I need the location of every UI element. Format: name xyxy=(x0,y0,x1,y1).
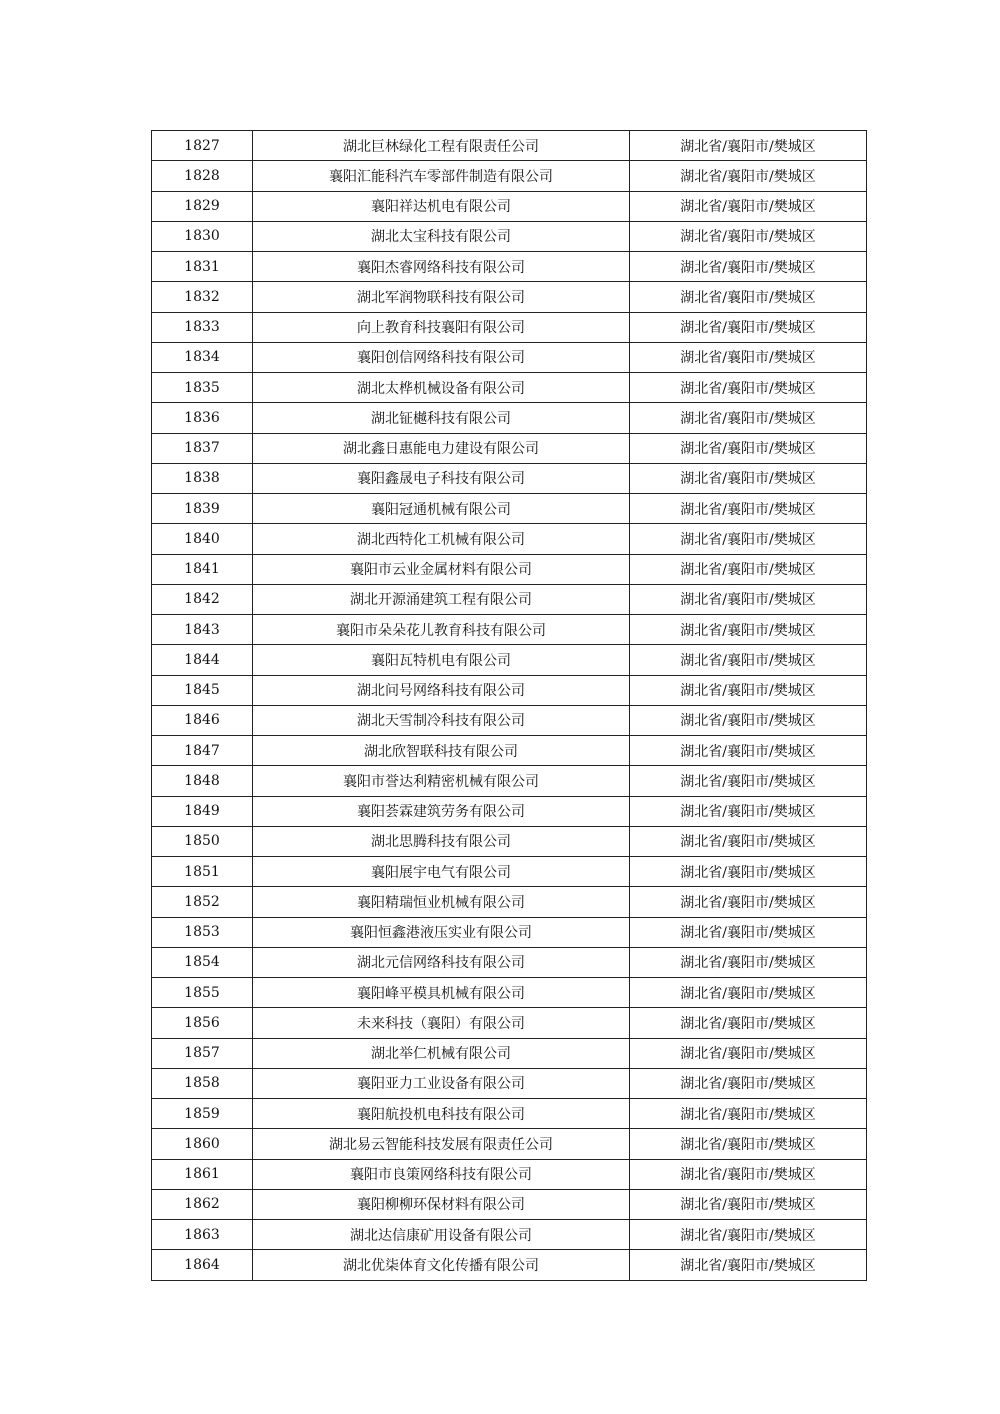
company-list-table xyxy=(151,130,867,1281)
table-row xyxy=(152,1159,867,1189)
company-name-cell: 湖北巨林绿化工程有限责任公司 xyxy=(253,131,630,161)
company-name-cell: 襄阳鑫晟电子科技有限公司 xyxy=(253,463,630,493)
company-name-cell: 向上教育科技襄阳有限公司 xyxy=(253,312,630,342)
serial-number-cell: 1850 xyxy=(152,826,253,856)
serial-number-cell: 1834 xyxy=(152,342,253,372)
company-name-cell: 襄阳荟霖建筑劳务有限公司 xyxy=(253,796,630,826)
region-cell: 湖北省/襄阳市/樊城区 xyxy=(630,1250,867,1280)
region-cell: 湖北省/襄阳市/樊城区 xyxy=(630,161,867,191)
serial-number-cell: 1838 xyxy=(152,463,253,493)
region-cell: 湖北省/襄阳市/樊城区 xyxy=(630,978,867,1008)
serial-number-cell: 1858 xyxy=(152,1068,253,1098)
region-cell: 湖北省/襄阳市/樊城区 xyxy=(630,403,867,433)
company-name-cell: 襄阳瓦特机电有限公司 xyxy=(253,645,630,675)
company-name-cell: 湖北思腾科技有限公司 xyxy=(253,826,630,856)
region-cell: 湖北省/襄阳市/樊城区 xyxy=(630,645,867,675)
company-name-cell: 襄阳精瑞恒业机械有限公司 xyxy=(253,887,630,917)
company-name-cell: 襄阳展宇电气有限公司 xyxy=(253,857,630,887)
company-name-cell: 湖北钲樾科技有限公司 xyxy=(253,403,630,433)
region-cell: 湖北省/襄阳市/樊城区 xyxy=(630,494,867,524)
company-name-cell: 襄阳冠通机械有限公司 xyxy=(253,494,630,524)
region-cell: 湖北省/襄阳市/樊城区 xyxy=(630,1038,867,1068)
region-cell: 湖北省/襄阳市/樊城区 xyxy=(630,433,867,463)
company-name-cell: 襄阳柳柳环保材料有限公司 xyxy=(253,1189,630,1219)
table-row xyxy=(152,524,867,554)
company-name-cell: 湖北达信康矿用设备有限公司 xyxy=(253,1220,630,1250)
company-name-cell: 襄阳市云业金属材料有限公司 xyxy=(253,554,630,584)
serial-number-cell: 1862 xyxy=(152,1189,253,1219)
table-row xyxy=(152,463,867,493)
region-cell: 湖北省/襄阳市/樊城区 xyxy=(630,554,867,584)
table-row xyxy=(152,1220,867,1250)
serial-number-cell: 1863 xyxy=(152,1220,253,1250)
serial-number-cell: 1847 xyxy=(152,736,253,766)
region-cell: 湖北省/襄阳市/樊城区 xyxy=(630,1068,867,1098)
serial-number-cell: 1836 xyxy=(152,403,253,433)
serial-number-cell: 1848 xyxy=(152,766,253,796)
serial-number-cell: 1846 xyxy=(152,705,253,735)
table-row xyxy=(152,1129,867,1159)
serial-number-cell: 1841 xyxy=(152,554,253,584)
company-name-cell: 湖北举仁机械有限公司 xyxy=(253,1038,630,1068)
table-row xyxy=(152,221,867,251)
table-row xyxy=(152,917,867,947)
company-name-cell: 襄阳市誉达利精密机械有限公司 xyxy=(253,766,630,796)
region-cell: 湖北省/襄阳市/樊城区 xyxy=(630,1099,867,1129)
table-row xyxy=(152,282,867,312)
company-name-cell: 襄阳亚力工业设备有限公司 xyxy=(253,1068,630,1098)
table-row xyxy=(152,675,867,705)
serial-number-cell: 1831 xyxy=(152,252,253,282)
table-row xyxy=(152,796,867,826)
region-cell: 湖北省/襄阳市/樊城区 xyxy=(630,705,867,735)
serial-number-cell: 1833 xyxy=(152,312,253,342)
serial-number-cell: 1845 xyxy=(152,675,253,705)
company-name-cell: 湖北天雪制冷科技有限公司 xyxy=(253,705,630,735)
serial-number-cell: 1835 xyxy=(152,373,253,403)
region-cell: 湖北省/襄阳市/樊城区 xyxy=(630,736,867,766)
table-row xyxy=(152,1068,867,1098)
company-name-cell: 湖北优柒体育文化传播有限公司 xyxy=(253,1250,630,1280)
region-cell: 湖北省/襄阳市/樊城区 xyxy=(630,131,867,161)
serial-number-cell: 1827 xyxy=(152,131,253,161)
region-cell: 湖北省/襄阳市/樊城区 xyxy=(630,584,867,614)
table-row xyxy=(152,312,867,342)
table-row xyxy=(152,191,867,221)
company-name-cell: 襄阳峰平模具机械有限公司 xyxy=(253,978,630,1008)
serial-number-cell: 1859 xyxy=(152,1099,253,1129)
region-cell: 湖北省/襄阳市/樊城区 xyxy=(630,524,867,554)
table-row xyxy=(152,826,867,856)
company-name-cell: 湖北太桦机械设备有限公司 xyxy=(253,373,630,403)
serial-number-cell: 1839 xyxy=(152,494,253,524)
region-cell: 湖北省/襄阳市/樊城区 xyxy=(630,857,867,887)
serial-number-cell: 1857 xyxy=(152,1038,253,1068)
serial-number-cell: 1840 xyxy=(152,524,253,554)
table-row xyxy=(152,554,867,584)
region-cell: 湖北省/襄阳市/樊城区 xyxy=(630,252,867,282)
table-row xyxy=(152,403,867,433)
company-name-cell: 襄阳汇能科汽车零部件制造有限公司 xyxy=(253,161,630,191)
serial-number-cell: 1829 xyxy=(152,191,253,221)
company-name-cell: 湖北军润物联科技有限公司 xyxy=(253,282,630,312)
table-row xyxy=(152,1099,867,1129)
region-cell: 湖北省/襄阳市/樊城区 xyxy=(630,796,867,826)
serial-number-cell: 1828 xyxy=(152,161,253,191)
serial-number-cell: 1861 xyxy=(152,1159,253,1189)
table-row xyxy=(152,978,867,1008)
company-name-cell: 湖北欣智联科技有限公司 xyxy=(253,736,630,766)
region-cell: 湖北省/襄阳市/樊城区 xyxy=(630,373,867,403)
serial-number-cell: 1842 xyxy=(152,584,253,614)
company-name-cell: 湖北西特化工机械有限公司 xyxy=(253,524,630,554)
table-row xyxy=(152,342,867,372)
serial-number-cell: 1852 xyxy=(152,887,253,917)
company-name-cell: 襄阳市良策网络科技有限公司 xyxy=(253,1159,630,1189)
region-cell: 湖北省/襄阳市/樊城区 xyxy=(630,947,867,977)
region-cell: 湖北省/襄阳市/樊城区 xyxy=(630,312,867,342)
table-row xyxy=(152,1250,867,1280)
table-row xyxy=(152,1189,867,1219)
region-cell: 湖北省/襄阳市/樊城区 xyxy=(630,342,867,372)
table-row xyxy=(152,1038,867,1068)
serial-number-cell: 1854 xyxy=(152,947,253,977)
company-name-cell: 湖北鑫日惠能电力建设有限公司 xyxy=(253,433,630,463)
serial-number-cell: 1855 xyxy=(152,978,253,1008)
company-name-cell: 襄阳祥达机电有限公司 xyxy=(253,191,630,221)
region-cell: 湖北省/襄阳市/樊城区 xyxy=(630,1220,867,1250)
table-row xyxy=(152,705,867,735)
region-cell: 湖北省/襄阳市/樊城区 xyxy=(630,826,867,856)
table-row xyxy=(152,494,867,524)
region-cell: 湖北省/襄阳市/樊城区 xyxy=(630,282,867,312)
table-row xyxy=(152,645,867,675)
serial-number-cell: 1851 xyxy=(152,857,253,887)
table-row xyxy=(152,615,867,645)
company-name-cell: 湖北元信网络科技有限公司 xyxy=(253,947,630,977)
company-name-cell: 湖北问号网络科技有限公司 xyxy=(253,675,630,705)
serial-number-cell: 1853 xyxy=(152,917,253,947)
table-row xyxy=(152,887,867,917)
region-cell: 湖北省/襄阳市/樊城区 xyxy=(630,615,867,645)
serial-number-cell: 1843 xyxy=(152,615,253,645)
serial-number-cell: 1849 xyxy=(152,796,253,826)
region-cell: 湖北省/襄阳市/樊城区 xyxy=(630,766,867,796)
serial-number-cell: 1837 xyxy=(152,433,253,463)
table-row xyxy=(152,857,867,887)
company-name-cell: 襄阳市朵朵花儿教育科技有限公司 xyxy=(253,615,630,645)
table-row xyxy=(152,584,867,614)
region-cell: 湖北省/襄阳市/樊城区 xyxy=(630,887,867,917)
company-name-cell: 襄阳杰睿网络科技有限公司 xyxy=(253,252,630,282)
table-row xyxy=(152,433,867,463)
company-name-cell: 湖北太宝科技有限公司 xyxy=(253,221,630,251)
table-row xyxy=(152,736,867,766)
company-name-cell: 襄阳航投机电科技有限公司 xyxy=(253,1099,630,1129)
serial-number-cell: 1864 xyxy=(152,1250,253,1280)
company-name-cell: 湖北易云智能科技发展有限责任公司 xyxy=(253,1129,630,1159)
serial-number-cell: 1860 xyxy=(152,1129,253,1159)
serial-number-cell: 1856 xyxy=(152,1008,253,1038)
company-name-cell: 襄阳创信网络科技有限公司 xyxy=(253,342,630,372)
table-row xyxy=(152,947,867,977)
region-cell: 湖北省/襄阳市/樊城区 xyxy=(630,1129,867,1159)
serial-number-cell: 1832 xyxy=(152,282,253,312)
serial-number-cell: 1844 xyxy=(152,645,253,675)
company-name-cell: 未来科技（襄阳）有限公司 xyxy=(253,1008,630,1038)
region-cell: 湖北省/襄阳市/樊城区 xyxy=(630,675,867,705)
table-row xyxy=(152,373,867,403)
table-row xyxy=(152,1008,867,1038)
region-cell: 湖北省/襄阳市/樊城区 xyxy=(630,1189,867,1219)
table-row xyxy=(152,252,867,282)
table-row xyxy=(152,131,867,161)
company-name-cell: 湖北开源涌建筑工程有限公司 xyxy=(253,584,630,614)
region-cell: 湖北省/襄阳市/樊城区 xyxy=(630,221,867,251)
region-cell: 湖北省/襄阳市/樊城区 xyxy=(630,191,867,221)
region-cell: 湖北省/襄阳市/樊城区 xyxy=(630,463,867,493)
region-cell: 湖北省/襄阳市/樊城区 xyxy=(630,1159,867,1189)
company-name-cell: 襄阳恒鑫港液压实业有限公司 xyxy=(253,917,630,947)
table-row xyxy=(152,161,867,191)
region-cell: 湖北省/襄阳市/樊城区 xyxy=(630,1008,867,1038)
region-cell: 湖北省/襄阳市/樊城区 xyxy=(630,917,867,947)
table-row xyxy=(152,766,867,796)
company-list-body xyxy=(152,131,867,1281)
serial-number-cell: 1830 xyxy=(152,221,253,251)
